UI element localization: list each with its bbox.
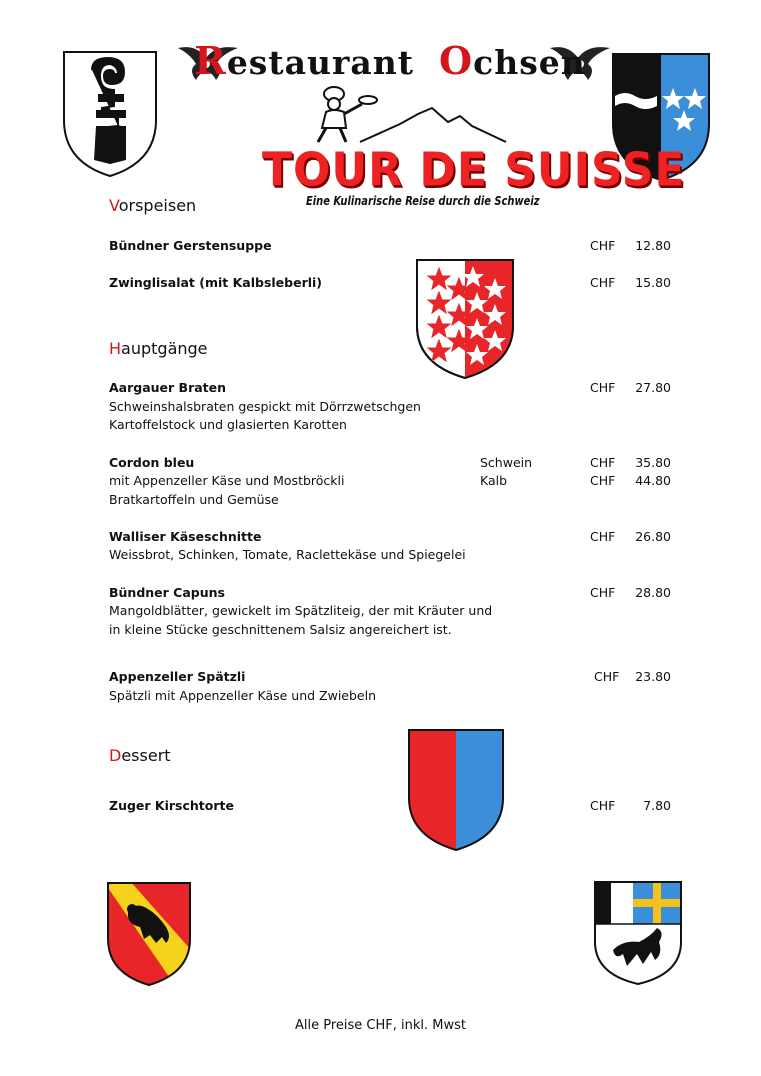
chef-illustration-icon <box>300 84 510 148</box>
ticino-coat-of-arms-icon <box>407 728 505 852</box>
tagline: Eine Kulinarische Reise durch die Schweiz <box>306 193 540 208</box>
dish-name: Bündner Gerstensuppe <box>109 238 272 253</box>
dish-description: Weissbrot, Schinken, Tomate, Raclettekäse und Spiegelei <box>109 547 466 562</box>
dish-description: Schweinshalsbraten gespickt mit Dörrzwetschgen <box>109 399 421 414</box>
currency: CHF <box>590 473 616 488</box>
dish-description: Spätzli mit Appenzeller Käse und Zwiebeln <box>109 688 377 703</box>
price: 7.80 <box>643 798 671 813</box>
currency: CHF <box>590 380 616 395</box>
dish-name: Walliser Käseschnitte <box>109 529 262 544</box>
section-heading-dessert: Dessert <box>109 746 171 765</box>
currency: CHF <box>590 798 616 813</box>
dish-name: Cordon bleu <box>109 455 195 470</box>
dish-variant: Kalb <box>480 473 508 488</box>
graubuenden-coat-of-arms-icon <box>593 880 683 986</box>
dish-name: Zwinglisalat (mit Kalbsleberli) <box>109 275 323 290</box>
price: 44.80 <box>635 473 671 488</box>
restaurant-title: Restaurant Ochsen <box>194 38 586 83</box>
dish-description: mit Appenzeller Käse und Mostbröckli <box>109 473 345 488</box>
price: 23.80 <box>635 669 671 684</box>
price: 15.80 <box>635 275 671 290</box>
dish-description: Mangoldblätter, gewickelt im Spätzliteig, der mit Kräuter und <box>109 603 493 618</box>
dish-name: Appenzeller Spätzli <box>109 669 246 684</box>
bern-coat-of-arms-icon <box>106 881 192 987</box>
basel-coat-of-arms-icon <box>62 50 158 178</box>
tour-title: TOUR DE SUISSE <box>262 143 686 198</box>
currency: CHF <box>590 238 616 253</box>
dish-description: Kartoffelstock und glasierten Karotten <box>109 417 347 432</box>
dish-description: in kleine Stücke geschnittenem Salsiz angereichert ist. <box>109 622 452 637</box>
dish-description: Bratkartoffeln und Gemüse <box>109 492 279 507</box>
valais-coat-of-arms-icon <box>415 258 515 380</box>
currency: CHF <box>590 529 616 544</box>
price: 26.80 <box>635 529 671 544</box>
section-heading-hauptgaenge: Hauptgänge <box>109 339 208 358</box>
footer-note: Alle Preise CHF, inkl. Mwst <box>295 1018 466 1033</box>
dish-name: Aargauer Braten <box>109 380 227 395</box>
dish-name: Zuger Kirschtorte <box>109 798 234 813</box>
currency: CHF <box>594 669 620 684</box>
price: 28.80 <box>635 585 671 600</box>
currency: CHF <box>590 275 616 290</box>
price: 35.80 <box>635 455 671 470</box>
currency: CHF <box>590 455 616 470</box>
price: 12.80 <box>635 238 671 253</box>
dish-name: Bündner Capuns <box>109 585 225 600</box>
currency: CHF <box>590 585 616 600</box>
price: 27.80 <box>635 380 671 395</box>
section-heading-vorspeisen: Vorspeisen <box>109 196 197 215</box>
dish-variant: Schwein <box>480 455 533 470</box>
